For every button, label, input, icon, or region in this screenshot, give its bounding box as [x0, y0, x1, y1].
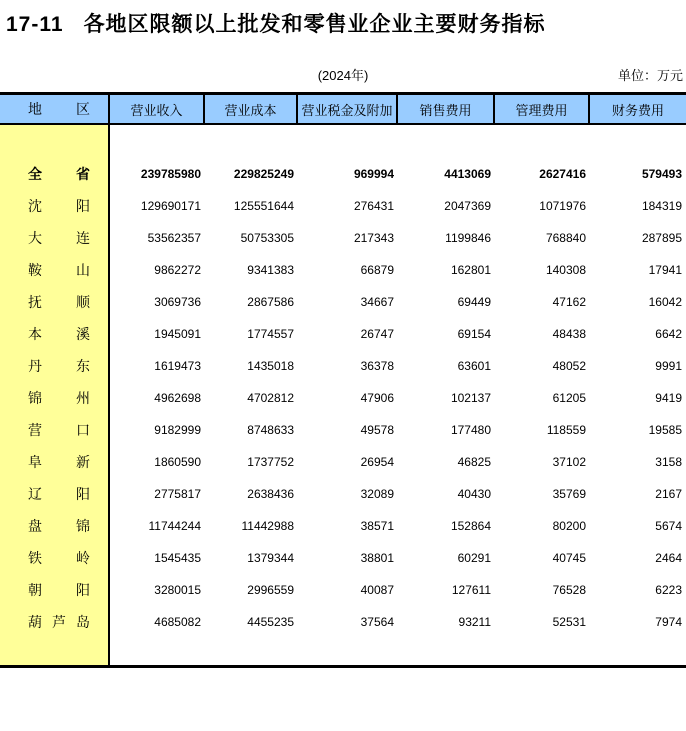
value-cell: 35769 [552, 487, 586, 501]
region-name: 抚 顺 [28, 294, 90, 310]
table-row-锦州 [0, 382, 686, 414]
value-cell: 47162 [552, 295, 586, 309]
value-cell: 19585 [648, 423, 682, 437]
value-cell: 4455235 [247, 615, 294, 629]
value-cell: 11744244 [148, 519, 201, 533]
value-cell: 32089 [360, 487, 394, 501]
value-cell: 69449 [457, 295, 491, 309]
value-cell: 6223 [655, 583, 682, 597]
region-name: 地 区 [28, 101, 90, 117]
table-meta-row [0, 65, 686, 83]
table-number: 17-11 [6, 13, 64, 36]
region-name: 阜 新 [28, 454, 90, 470]
region-name: 锦 州 [28, 390, 90, 406]
value-cell: 217343 [353, 231, 394, 245]
value-cell: 177480 [450, 423, 491, 437]
region-cell [0, 196, 110, 216]
value-cell: 66879 [360, 263, 394, 277]
region-cell [0, 612, 110, 632]
value-cell: 1199846 [445, 231, 491, 245]
unit-label: 单位：万元 [617, 68, 683, 83]
value-cell: 34667 [360, 295, 394, 309]
value-cell: 3280015 [154, 583, 201, 597]
value-cell: 2047369 [444, 199, 491, 213]
table-row-铁岭 [0, 542, 686, 574]
value-cell: 1945091 [154, 327, 201, 341]
table-row-全省 [0, 158, 686, 190]
value-cell: 140308 [545, 263, 586, 277]
value-cell: 48438 [552, 327, 586, 341]
column-header-6: 财务费用 [611, 102, 664, 118]
value-cell: 102137 [450, 391, 491, 405]
value-cell: 60291 [457, 551, 491, 565]
value-cell: 16042 [648, 295, 682, 309]
value-cell: 49578 [360, 423, 394, 437]
value-cell: 9182999 [154, 423, 201, 437]
region-cell [0, 548, 110, 568]
column-header-5: 管理费用 [495, 95, 590, 123]
value-cell: 2167 [655, 487, 682, 501]
region-name: 辽 阳 [28, 486, 90, 502]
value-cell: 2775817 [154, 487, 201, 501]
value-cell: 9419 [655, 391, 682, 405]
region-name: 本 溪 [28, 326, 90, 342]
value-cell: 2464 [655, 551, 682, 565]
value-cell: 8748633 [247, 423, 294, 437]
value-cell: 80200 [552, 519, 586, 533]
value-cell: 4962698 [154, 391, 201, 405]
value-cell: 1737752 [247, 455, 294, 469]
region-cell [0, 388, 110, 408]
table-row-阜新 [0, 446, 686, 478]
column-header-3: 营业税金及附加 [298, 95, 398, 123]
value-cell: 239785980 [140, 167, 201, 181]
value-cell: 127611 [451, 583, 491, 597]
region-cell [0, 260, 110, 280]
column-header-1: 营业收入 [110, 95, 205, 123]
region-cell [0, 516, 110, 536]
value-cell: 38801 [360, 551, 394, 565]
value-cell: 229825249 [233, 167, 294, 181]
column-header-0 [0, 95, 110, 123]
value-cell: 118559 [546, 423, 586, 437]
value-cell: 9341383 [247, 263, 294, 277]
region-name: 朝 阳 [28, 582, 90, 598]
value-cell: 61205 [552, 391, 586, 405]
region-name: 营 口 [28, 422, 90, 438]
region-name: 铁 岭 [28, 550, 90, 566]
table-row-朝阳 [0, 574, 686, 606]
table-row-大连 [0, 222, 686, 254]
value-cell: 26747 [360, 327, 394, 341]
value-cell: 287895 [641, 231, 682, 245]
region-name: 盘 锦 [28, 518, 90, 534]
value-cell: 9862272 [154, 263, 201, 277]
value-cell: 276431 [353, 199, 394, 213]
region-name: 葫 芦 岛 [28, 614, 90, 630]
region-cell [0, 484, 110, 504]
value-cell: 4685082 [154, 615, 201, 629]
value-cell: 2996559 [247, 583, 294, 597]
value-cell: 4413069 [444, 167, 491, 181]
value-cell: 47906 [360, 391, 394, 405]
value-cell: 1545435 [154, 551, 201, 565]
value-cell: 969994 [353, 167, 394, 181]
region-name: 鞍 山 [28, 262, 90, 278]
value-cell: 152864 [450, 519, 491, 533]
value-cell: 40087 [360, 583, 394, 597]
value-cell: 7974 [655, 615, 682, 629]
value-cell: 69154 [457, 327, 491, 341]
region-cell [0, 164, 110, 184]
region-cell [0, 292, 110, 312]
value-cell: 53562357 [147, 231, 201, 245]
value-cell: 6642 [655, 327, 682, 341]
year-subtitle: (2024年) [317, 68, 369, 83]
table-row-鞍山 [0, 254, 686, 286]
region-cell [0, 580, 110, 600]
value-cell: 37564 [360, 615, 394, 629]
table-row-葫芦岛 [0, 606, 686, 638]
value-cell: 46825 [457, 455, 491, 469]
region-cell [0, 356, 110, 376]
region-cell [0, 420, 110, 440]
value-cell: 1619473 [154, 359, 201, 373]
region-cell [0, 324, 110, 344]
value-cell: 2627416 [539, 167, 586, 181]
region-cell [0, 228, 110, 248]
value-cell: 1860590 [154, 455, 201, 469]
value-cell: 1435018 [247, 359, 294, 373]
value-cell: 1071976 [539, 199, 586, 213]
value-cell: 48052 [552, 359, 586, 373]
table-row-沈阳 [0, 190, 686, 222]
value-cell: 1774557 [247, 327, 294, 341]
region-name: 大 连 [28, 230, 90, 246]
value-cell: 76528 [552, 583, 586, 597]
page-title [0, 0, 686, 38]
value-cell: 1379344 [247, 551, 294, 565]
table-row-盘锦 [0, 510, 686, 542]
value-cell: 3158 [655, 455, 682, 469]
value-cell: 11442988 [241, 519, 294, 533]
value-cell: 38571 [360, 519, 394, 533]
column-header-2: 营业成本 [205, 95, 298, 123]
table-body [0, 125, 686, 665]
table-row-本溪 [0, 318, 686, 350]
table-row-营口 [0, 414, 686, 446]
value-cell: 2867586 [247, 295, 294, 309]
value-cell: 162801 [450, 263, 491, 277]
value-cell: 4702812 [247, 391, 294, 405]
value-cell: 125551644 [233, 199, 294, 213]
value-cell: 93211 [458, 615, 491, 629]
value-cell: 40745 [552, 551, 586, 565]
region-name: 全 省 [28, 166, 90, 182]
table-row-抚顺 [0, 286, 686, 318]
region-name: 丹 东 [28, 358, 90, 374]
value-cell: 768840 [545, 231, 586, 245]
financial-indicators-table [0, 92, 686, 668]
value-cell: 63601 [457, 359, 491, 373]
value-cell: 3069736 [154, 295, 201, 309]
table-title-text: 各地区限额以上批发和零售业企业主要财务指标 [83, 13, 546, 36]
value-cell: 36378 [360, 359, 394, 373]
value-cell: 579493 [641, 167, 682, 181]
value-cell: 26954 [360, 455, 394, 469]
value-cell: 9991 [655, 359, 682, 373]
value-cell: 184319 [641, 199, 682, 213]
value-cell: 17941 [648, 263, 682, 277]
table-row-丹东 [0, 350, 686, 382]
value-cell: 52531 [552, 615, 586, 629]
region-name: 沈 阳 [28, 198, 90, 214]
region-cell [0, 452, 110, 472]
value-cell: 5674 [655, 519, 682, 533]
table-header-row [0, 95, 686, 125]
value-cell: 37102 [552, 455, 586, 469]
table-row-辽阳 [0, 478, 686, 510]
value-cell: 129690171 [140, 199, 201, 213]
column-header-4: 销售费用 [398, 95, 495, 123]
value-cell: 2638436 [247, 487, 294, 501]
value-cell: 40430 [457, 487, 491, 501]
value-cell: 50753305 [240, 231, 294, 245]
